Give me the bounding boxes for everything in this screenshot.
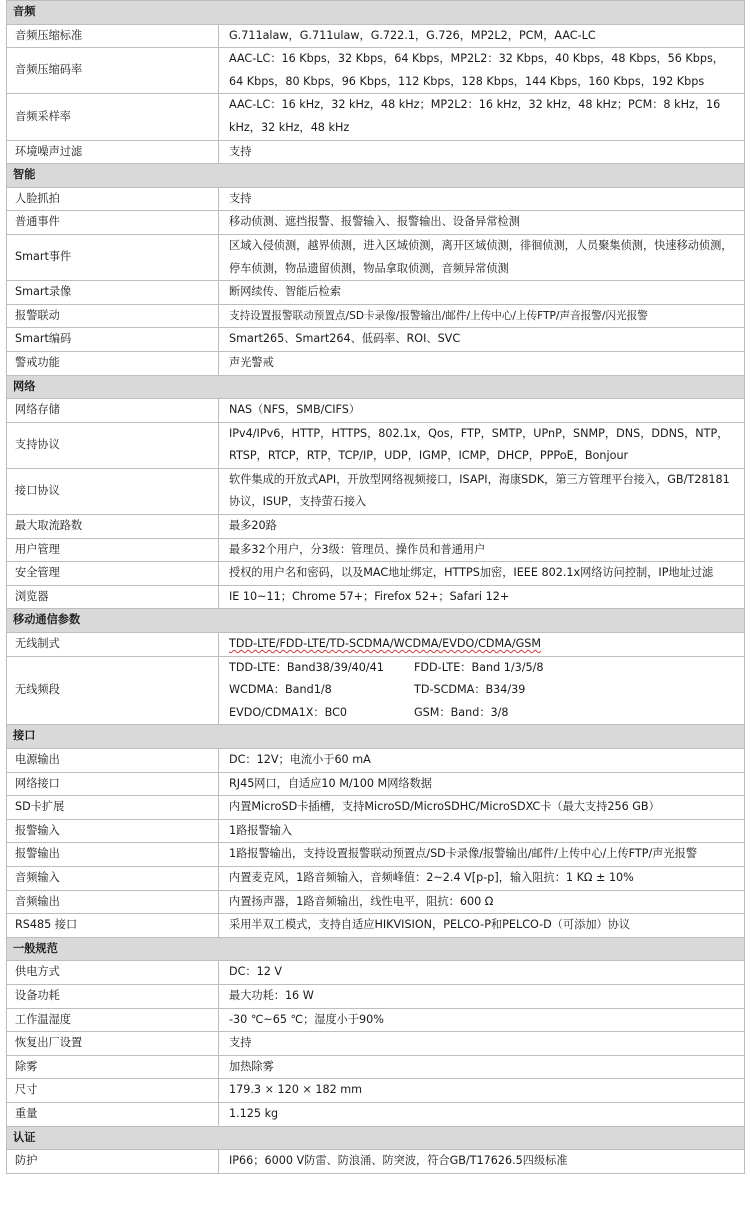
spec-value: 授权的用户名和密码，以及MAC地址绑定，HTTPS加密，IEEE 802.1x网络访问控制，IP地址过滤: [219, 562, 745, 586]
spec-value: 支持: [219, 140, 745, 164]
spec-value: 支持设置报警联动预置点/SD卡录像/报警输出/邮件/上传中心/上传FTP/声音报警/闪光报警: [219, 304, 745, 328]
spec-label: 普通事件: [7, 211, 219, 235]
spec-label: 无线制式: [7, 633, 219, 657]
spec-row: [7, 94, 745, 140]
spec-value: 内置麦克风，1路音频输入，音频峰值：2~2.4 V[p-p]，输入阻抗：1 KΩ ± 10%: [219, 866, 745, 890]
spec-row: [7, 961, 745, 985]
spec-label: 电源输出: [7, 749, 219, 773]
spec-label: 恢复出厂设置: [7, 1032, 219, 1056]
spec-label: 报警联动: [7, 304, 219, 328]
spec-value: 1.125 kg: [219, 1102, 745, 1126]
spec-row: [7, 1102, 745, 1126]
spec-label: 防护: [7, 1150, 219, 1174]
spec-value: 内置扬声器，1路音频输出，线性电平，阻抗：600 Ω: [219, 890, 745, 914]
spec-row: [7, 1032, 745, 1056]
spec-label: RS485 接口: [7, 914, 219, 938]
spec-value: 软件集成的开放式API，开放型网络视频接口，ISAPI，海康SDK，第三方管理平台接入，GB/T28181协议，ISUP，支持萤石接入: [219, 468, 745, 514]
spec-row: [7, 1079, 745, 1103]
spec-value: 断网续传、智能后检索: [219, 281, 745, 305]
band-list: [219, 656, 745, 725]
spec-sheet: [6, 0, 744, 1174]
spec-value: G.711alaw，G.711ulaw，G.722.1，G.726，MP2L2，PCM，AAC-LC: [219, 24, 745, 48]
section-header-network: 网络: [7, 375, 745, 399]
spec-row: [7, 281, 745, 305]
spec-row: [7, 304, 745, 328]
spec-row: [7, 1150, 745, 1174]
section-header-smart: 智能: [7, 164, 745, 188]
spec-label: Smart事件: [7, 234, 219, 280]
spec-row: [7, 140, 745, 164]
spec-value: 1路报警输入: [219, 819, 745, 843]
spec-label: 音频压缩码率: [7, 48, 219, 94]
spec-label: 网络接口: [7, 772, 219, 796]
section-header-general: 一般规范: [7, 937, 745, 961]
spec-label: 音频压缩标准: [7, 24, 219, 48]
spec-table: [6, 0, 745, 1174]
spec-label: 音频输入: [7, 866, 219, 890]
spec-row: [7, 866, 745, 890]
spec-value: 最大功耗：16 W: [219, 984, 745, 1008]
spec-label: 接口协议: [7, 468, 219, 514]
section-header-audio: 音频: [7, 1, 745, 25]
spec-row: [7, 538, 745, 562]
spec-value: DC：12 V: [219, 961, 745, 985]
spec-value: 加热除雾: [219, 1055, 745, 1079]
section-header-interface: 接口: [7, 725, 745, 749]
section-header-cert: 认证: [7, 1126, 745, 1150]
spec-label: Smart录像: [7, 281, 219, 305]
spec-value: 移动侦测、遮挡报警、报警输入、报警输出、设备异常检测: [219, 211, 745, 235]
spec-row: [7, 914, 745, 938]
spec-row: [7, 819, 745, 843]
spec-label: Smart编码: [7, 328, 219, 352]
spec-value: 179.3 × 120 × 182 mm: [219, 1079, 745, 1103]
band-item: WCDMA：Band1/8: [229, 683, 332, 697]
spec-value: 区域入侵侦测，越界侦测，进入区域侦测，离开区域侦测，徘徊侦测，人员聚集侦测，快速移动侦测，停车侦测，物品遗留侦测，物品拿取侦测，音频异常侦测: [219, 234, 745, 280]
spec-value: [219, 633, 745, 657]
spec-label: 环境噪声过滤: [7, 140, 219, 164]
band-item: GSM：Band：3/8: [414, 705, 509, 719]
spec-value: 最多20路: [219, 515, 745, 539]
spec-label: 供电方式: [7, 961, 219, 985]
spec-label: 安全管理: [7, 562, 219, 586]
spec-label: 音频输出: [7, 890, 219, 914]
spec-row: [7, 562, 745, 586]
spec-row: [7, 843, 745, 867]
spec-value: -30 ℃~65 ℃；湿度小于90%: [219, 1008, 745, 1032]
spec-label: 支持协议: [7, 422, 219, 468]
spec-value: Smart265、Smart264、低码率、ROI、SVC: [219, 328, 745, 352]
spec-row: [7, 468, 745, 514]
spec-value: 声光警戒: [219, 351, 745, 375]
spec-row: [7, 656, 745, 725]
spec-row: [7, 515, 745, 539]
spec-value: IE 10~11；Chrome 57+；Firefox 52+；Safari 12+: [219, 585, 745, 609]
spec-value: 内置MicroSD卡插槽，支持MicroSD/MicroSDHC/MicroSDXC卡（最大支持256 GB）: [219, 796, 745, 820]
spec-row: [7, 422, 745, 468]
spec-label: 网络存储: [7, 399, 219, 423]
spec-value: 1路报警输出，支持设置报警联动预置点/SD卡录像/报警输出/邮件/上传中心/上传FTP/声光报警: [219, 843, 745, 867]
spec-value: 最多32个用户，分3级：管理员、操作员和普通用户: [219, 538, 745, 562]
spec-row: [7, 1055, 745, 1079]
spec-value: 采用半双工模式，支持自适应HIKVISION，PELCO-P和PELCO-D（可添加）协议: [219, 914, 745, 938]
spec-value: RJ45网口，自适应10 M/100 M网络数据: [219, 772, 745, 796]
spec-value: NAS（NFS，SMB/CIFS）: [219, 399, 745, 423]
spec-value: 支持: [219, 187, 745, 211]
spec-value: DC：12V；电流小于60 mA: [219, 749, 745, 773]
band-item: EVDO/CDMA1X：BC0: [229, 705, 348, 719]
spec-label: 无线频段: [7, 656, 219, 725]
spec-row: [7, 890, 745, 914]
spec-label: 报警输入: [7, 819, 219, 843]
spec-value: AAC-LC：16 Kbps，32 Kbps，64 Kbps，MP2L2：32 Kbps，40 Kbps，48 Kbps，56 Kbps，64 Kbps，80 Kbps，96 Kbps，112 Kbps，128 Kbps，144 Kbps，160 Kbps，192 Kbps: [219, 48, 745, 94]
spec-label: 警戒功能: [7, 351, 219, 375]
spec-row: [7, 328, 745, 352]
spec-row: [7, 1008, 745, 1032]
spec-row: [7, 234, 745, 280]
section-header-mobile: 移动通信参数: [7, 609, 745, 633]
spec-row: [7, 749, 745, 773]
spec-row: [7, 211, 745, 235]
spec-label: 用户管理: [7, 538, 219, 562]
spec-row: [7, 48, 745, 94]
spec-row: [7, 633, 745, 657]
spec-value: AAC-LC：16 kHz，32 kHz，48 kHz；MP2L2：16 kHz，32 kHz，48 kHz；PCM：8 kHz，16 kHz，32 kHz，48 kHz: [219, 94, 745, 140]
spec-row: [7, 399, 745, 423]
spec-label: 人脸抓拍: [7, 187, 219, 211]
spec-label: 重量: [7, 1102, 219, 1126]
spec-label: 设备功耗: [7, 984, 219, 1008]
spec-row: [7, 187, 745, 211]
spec-label: 浏览器: [7, 585, 219, 609]
spec-label: 工作温湿度: [7, 1008, 219, 1032]
spec-row: [7, 796, 745, 820]
band-item: TD-SCDMA：B34/39: [414, 683, 526, 697]
spec-value-text: TDD-LTE/FDD-LTE/TD-SCDMA/WCDMA/EVDO/CDMA/GSM: [229, 637, 542, 651]
band-item: TDD-LTE：Band38/39/40/41: [229, 660, 384, 674]
spec-label: 尺寸: [7, 1079, 219, 1103]
spec-row: [7, 24, 745, 48]
spec-label: 音频采样率: [7, 94, 219, 140]
spec-label: SD卡扩展: [7, 796, 219, 820]
spec-label: 最大取流路数: [7, 515, 219, 539]
spec-value: IP66；6000 V防雷、防浪涌、防突波，符合GB/T17626.5四级标准: [219, 1150, 745, 1174]
spec-row: [7, 984, 745, 1008]
spec-label: 报警输出: [7, 843, 219, 867]
band-item: FDD-LTE：Band 1/3/5/8: [414, 660, 544, 674]
spec-label: 除雾: [7, 1055, 219, 1079]
spec-value: IPv4/IPv6，HTTP，HTTPS，802.1x，Qos，FTP，SMTP，UPnP，SNMP，DNS，DDNS，NTP，RTSP，RTCP，RTP，TCP/IP，UDP，IGMP，ICMP，DHCP，PPPoE，Bonjour: [219, 422, 745, 468]
spec-value: 支持: [219, 1032, 745, 1056]
spec-row: [7, 772, 745, 796]
spec-row: [7, 351, 745, 375]
spec-row: [7, 585, 745, 609]
